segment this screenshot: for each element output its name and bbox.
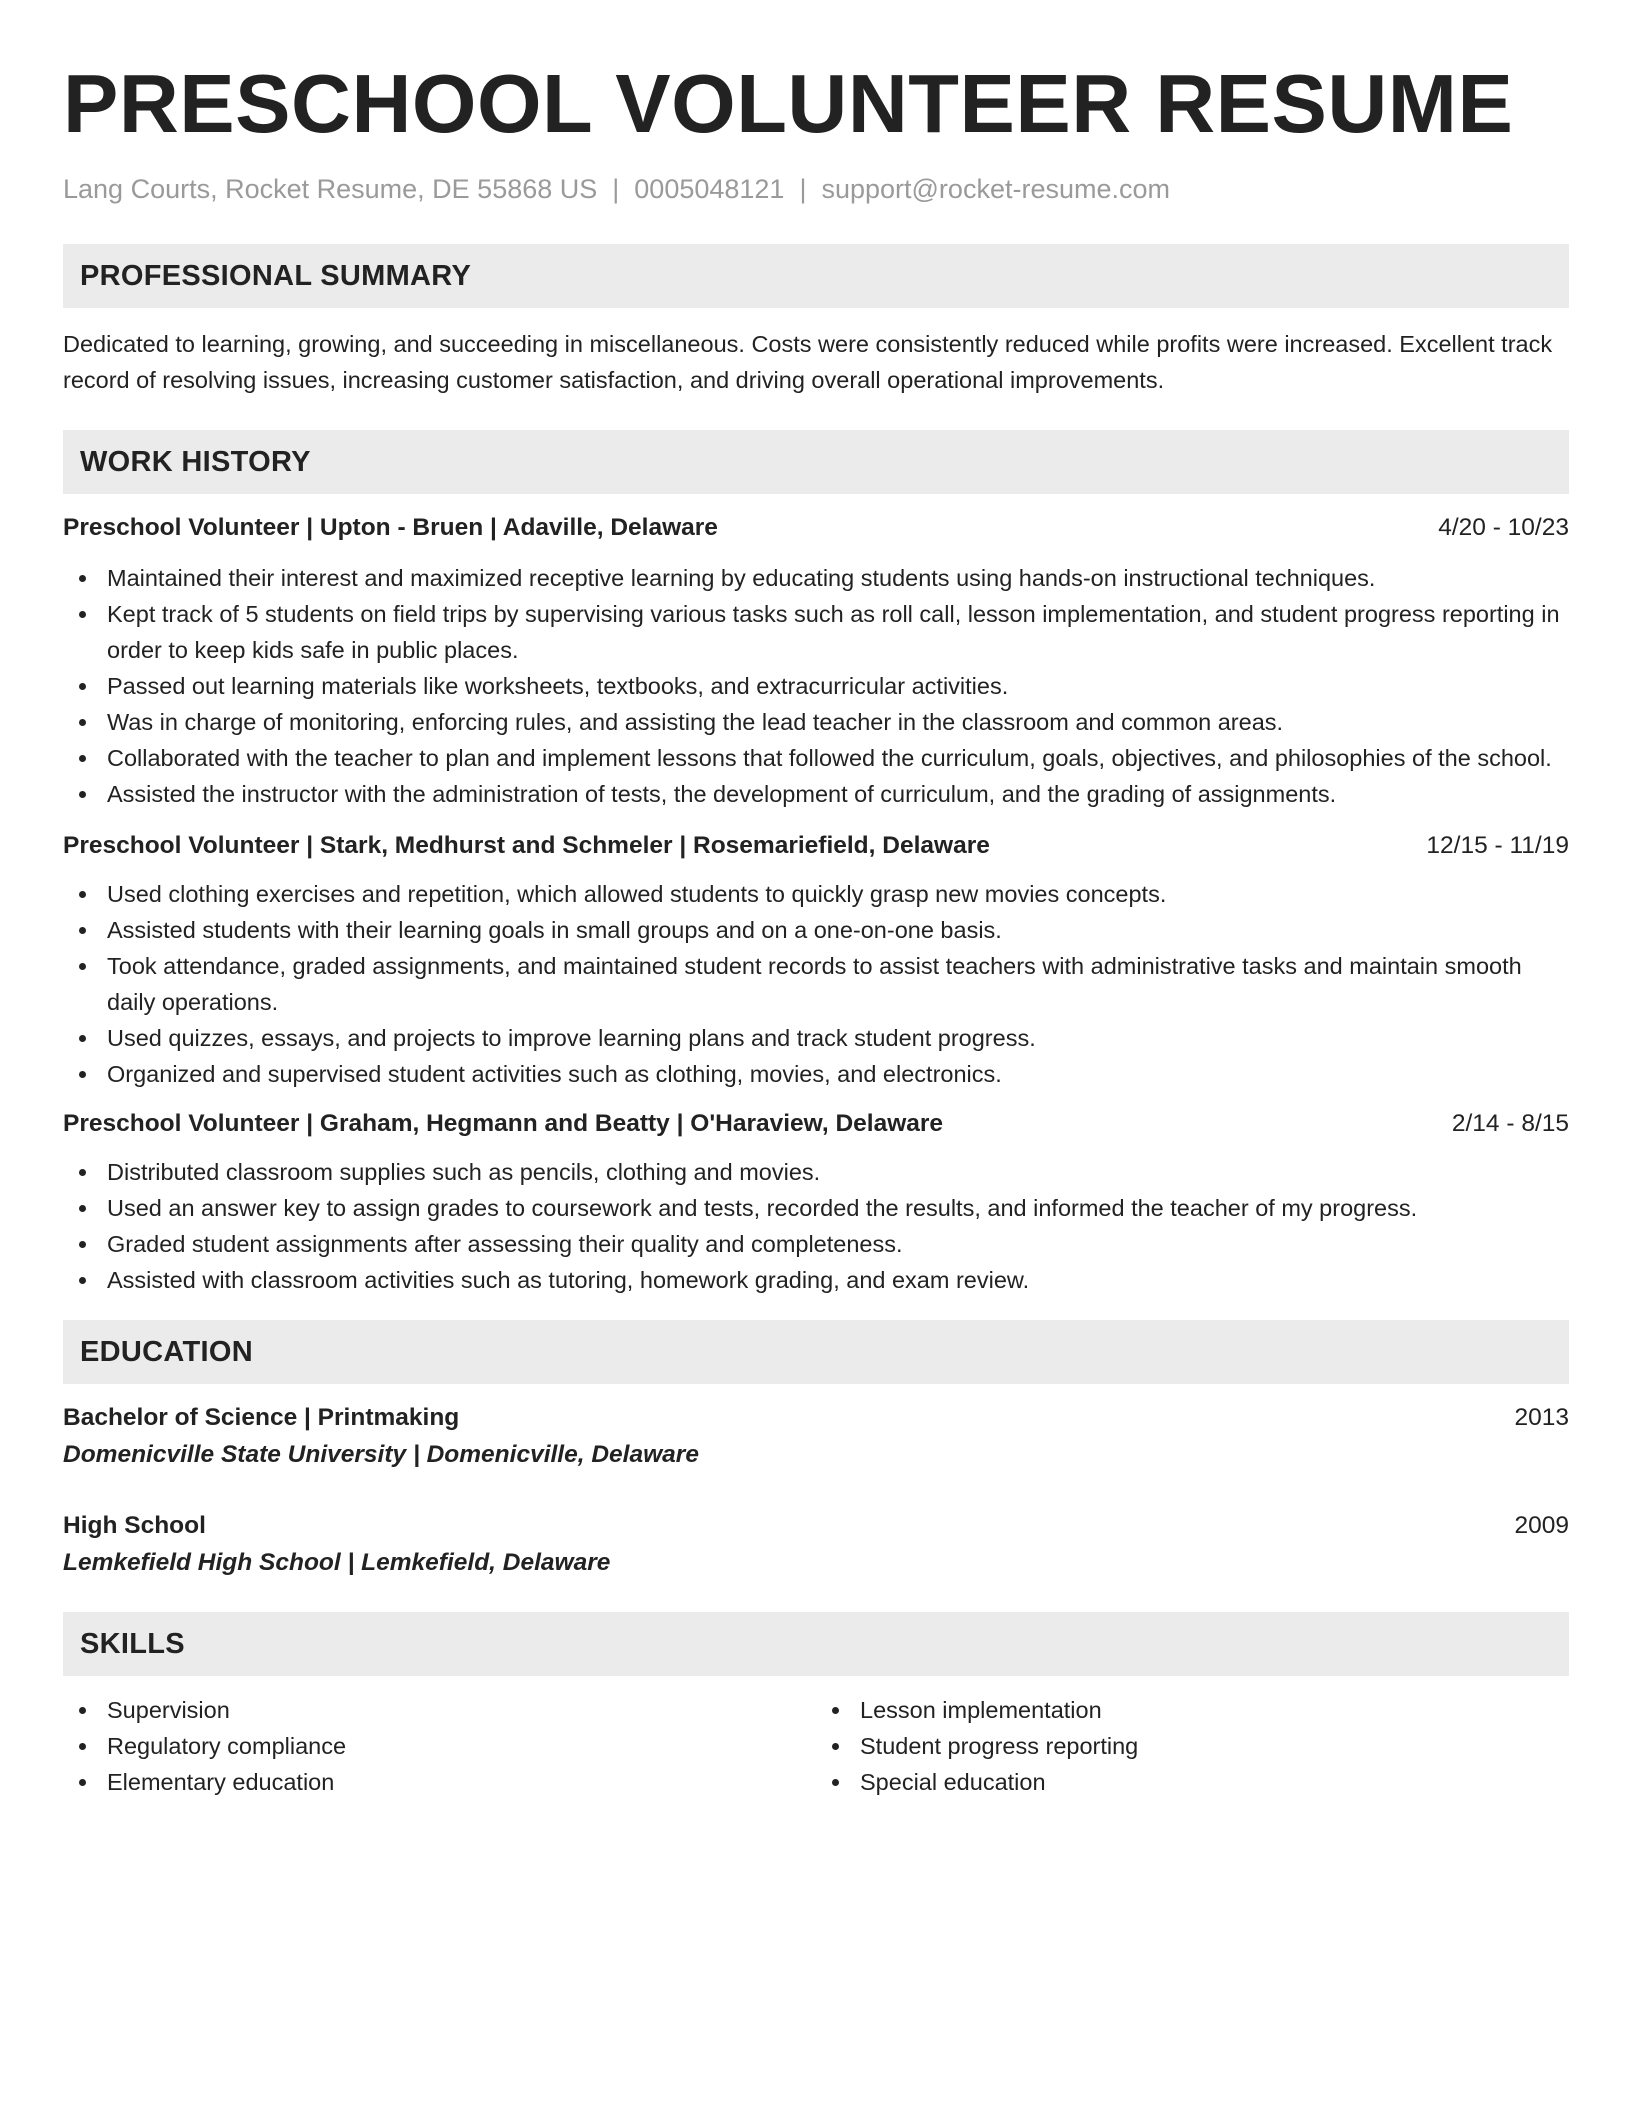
contact-phone: 0005048121 (634, 174, 785, 204)
contact-separator: | (799, 174, 807, 204)
education-header (63, 1400, 1569, 1436)
job-header (63, 510, 1569, 546)
list-item: Was in charge of monitoring, enforcing rules, and assisting the lead teacher in the classroom and common areas. (63, 704, 1569, 740)
list-item: Graded student assignments after assessing their quality and completeness. (63, 1226, 1569, 1262)
list-item: Organized and supervised student activities such as clothing, movies, and electronics. (63, 1056, 1569, 1092)
education-year: 2009 (1514, 1512, 1569, 1539)
job-dates: 4/20 - 10/23 (1438, 514, 1569, 541)
contact-address: Lang Courts, Rocket Resume, DE 55868 US (63, 174, 598, 204)
list-item: Lesson implementation (816, 1692, 1569, 1728)
list-item: Used quizzes, essays, and projects to improve learning plans and track student progress. (63, 1020, 1569, 1056)
education-entry (63, 1400, 1569, 1474)
contact-separator: | (612, 174, 620, 204)
education-header (63, 1508, 1569, 1544)
education-degree: High School (63, 1512, 206, 1539)
list-item: Used clothing exercises and repetition, which allowed students to quickly grasp new movies concepts. (63, 876, 1569, 912)
job-dates: 2/14 - 8/15 (1451, 1110, 1569, 1137)
list-item: Supervision (63, 1692, 816, 1728)
job-bullets (63, 876, 1569, 1092)
job-header (63, 828, 1569, 864)
list-item: Distributed classroom supplies such as pencils, clothing and movies. (63, 1154, 1569, 1190)
skills-column-left (63, 1692, 816, 1800)
contact-line (63, 172, 1569, 206)
section-heading-work-history: WORK HISTORY (63, 430, 1569, 494)
list-item: Collaborated with the teacher to plan and implement lessons that followed the curriculum, goals, objectives, and philosophies of the school. (63, 740, 1569, 776)
list-item: Student progress reporting (816, 1728, 1569, 1764)
section-heading-skills: SKILLS (63, 1612, 1569, 1676)
list-item: Assisted the instructor with the administration of tests, the development of curriculum, and the grading of assignments. (63, 776, 1569, 812)
list-item: Used an answer key to assign grades to coursework and tests, recorded the results, and informed the teacher of my progress. (63, 1190, 1569, 1226)
list-item: Special education (816, 1764, 1569, 1800)
resume-title: PRESCHOOL VOLUNTEER RESUME (63, 57, 1514, 150)
list-item: Assisted students with their learning goals in small groups and on a one-on-one basis. (63, 912, 1569, 948)
section-heading-summary: PROFESSIONAL SUMMARY (63, 244, 1569, 308)
education-year: 2013 (1514, 1404, 1569, 1431)
job-bullets (63, 560, 1569, 812)
job-title: Preschool Volunteer | Graham, Hegmann and Beatty | O'Haraview, Delaware (63, 1110, 944, 1137)
list-item: Took attendance, graded assignments, and maintained student records to assist teachers with administrative tasks and maintain smooth daily operations. (63, 948, 1569, 1020)
section-heading-education: EDUCATION (63, 1320, 1569, 1384)
list-item: Assisted with classroom activities such as tutoring, homework grading, and exam review. (63, 1262, 1569, 1298)
job-entry (63, 510, 1569, 812)
contact-email[interactable]: support@rocket-resume.com (821, 174, 1170, 204)
list-item: Passed out learning materials like worksheets, textbooks, and extracurricular activities. (63, 668, 1569, 704)
skills-list (63, 1692, 1569, 1800)
job-dates: 12/15 - 11/19 (1426, 832, 1569, 859)
list-item: Maintained their interest and maximized receptive learning by educating students using hands-on instructional techniques. (63, 560, 1569, 596)
job-title: Preschool Volunteer | Stark, Medhurst and Schmeler | Rosemariefield, Delaware (63, 832, 990, 859)
job-entry (63, 1106, 1569, 1298)
skills-column-right (816, 1692, 1569, 1800)
education-school: Lemkefield High School | Lemkefield, Delaware (63, 1549, 611, 1576)
list-item: Kept track of 5 students on field trips by supervising various tasks such as roll call, lesson implementation, and student progress reporting in order to keep kids safe in public places. (63, 596, 1569, 668)
list-item: Regulatory compliance (63, 1728, 816, 1764)
education-school: Domenicville State University | Domenicville, Delaware (63, 1441, 699, 1468)
list-item: Elementary education (63, 1764, 816, 1800)
education-entry (63, 1508, 1569, 1582)
job-bullets (63, 1154, 1569, 1298)
summary-text: Dedicated to learning, growing, and succeeding in miscellaneous. Costs were consistently reduced while profits were increased. Excellent track record of resolving issues, increasing customer satisfaction, and driving overall operational improvements. (63, 331, 1553, 393)
job-entry (63, 828, 1569, 1092)
job-title: Preschool Volunteer | Upton - Bruen | Adaville, Delaware (63, 514, 718, 541)
job-header (63, 1106, 1569, 1142)
education-degree: Bachelor of Science | Printmaking (63, 1404, 460, 1431)
